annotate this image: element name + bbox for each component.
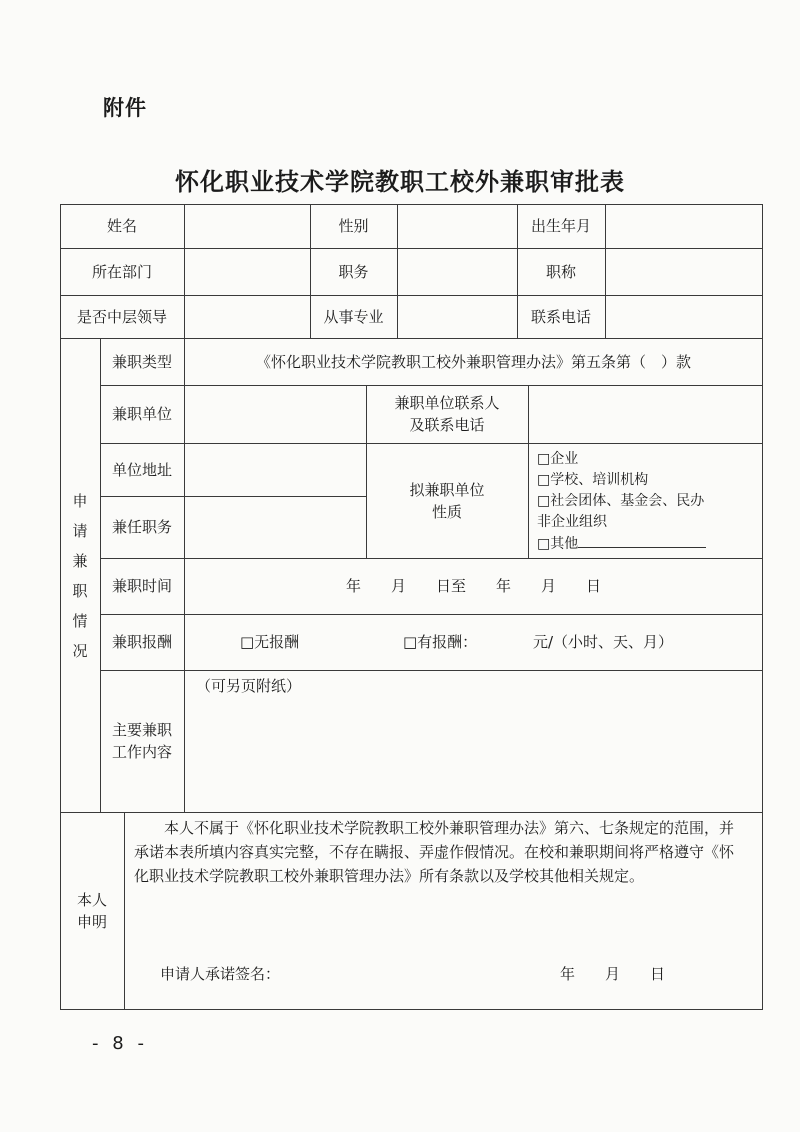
content-note: （可另页附纸） — [196, 677, 302, 695]
position-field[interactable] — [397, 248, 517, 295]
birth-label: 出生年月 — [530, 217, 591, 235]
birth-field[interactable] — [605, 204, 763, 248]
attachment-label: 附件 — [103, 96, 147, 120]
leader-field[interactable] — [184, 295, 310, 338]
nature-option-school[interactable]: □学校、培训机构 — [537, 472, 649, 488]
name-field[interactable] — [184, 204, 310, 248]
row-divider — [60, 812, 763, 813]
approval-form — [60, 204, 763, 1010]
contact-field[interactable] — [528, 385, 763, 443]
time-value[interactable]: 年 月 日至 年 月 日 — [345, 577, 601, 595]
nature-options — [537, 449, 706, 555]
nature-label-line1: 拟兼职单位 — [409, 480, 485, 499]
declaration-label-line1: 本人 — [76, 891, 107, 909]
contact-label — [366, 385, 528, 443]
major-field[interactable] — [397, 295, 517, 338]
phone-label: 联系电话 — [530, 307, 591, 326]
major-label: 从事专业 — [323, 307, 384, 326]
declaration-label — [60, 812, 124, 1010]
role-label: 兼任职务 — [111, 518, 172, 536]
declaration-text: 本人不属于《怀化职业技术学院教职工校外兼职管理办法》第六、七条规定的范围，并承诺本表所填内容真实完整，不存在瞒报、弄虚作假情况。在校和兼职期间将严格遵守《怀化职业技术学院教职工校外兼职管理办法》所有条款以及学校其他相关规定。 — [134, 819, 735, 885]
nature-option-other: □其他 — [537, 536, 579, 552]
title-label: 职称 — [545, 262, 576, 281]
pay-label: 兼职报酬 — [111, 633, 172, 651]
content-label-line1: 主要兼职 — [111, 721, 172, 739]
other-blank[interactable] — [578, 533, 706, 548]
declaration-date[interactable]: 年 月 日 — [560, 965, 666, 983]
nature-option-enterprise[interactable]: □企业 — [537, 451, 579, 467]
type-label: 兼职类型 — [111, 352, 172, 371]
nature-option-social-cont: 非企业组织 — [537, 514, 607, 530]
dept-field[interactable] — [184, 248, 310, 295]
content-label-line2: 工作内容 — [111, 743, 172, 761]
pay-yes-option[interactable]: □有报酬： — [403, 633, 478, 651]
contact-label-line1: 兼职单位联系人 — [394, 394, 500, 412]
application-section-text: 申请兼职情况 — [72, 492, 88, 660]
content-field[interactable] — [184, 698, 763, 812]
unit-field[interactable] — [184, 385, 366, 443]
application-section-label — [60, 486, 100, 666]
declaration-label-line2: 申明 — [76, 913, 107, 931]
page-number: - 8 - — [92, 1033, 148, 1054]
col-divider — [124, 812, 125, 1010]
unit-label: 兼职单位 — [111, 405, 172, 423]
gender-label: 性别 — [338, 217, 369, 235]
nature-option-other-row[interactable] — [537, 533, 706, 555]
row-divider — [100, 670, 763, 671]
leader-label: 是否中层领导 — [76, 307, 167, 326]
signature-field[interactable] — [360, 960, 550, 988]
type-value: 《怀化职业技术学院教职工校外兼职管理办法》第五条第（ ）款 — [255, 352, 691, 371]
content-label — [100, 670, 184, 812]
contact-label-line2: 及联系电话 — [409, 416, 485, 434]
nature-label-line2: 性质 — [431, 502, 462, 521]
role-field[interactable] — [184, 496, 366, 558]
name-label: 姓名 — [106, 217, 137, 235]
position-label: 职务 — [338, 262, 369, 281]
signature-label: 申请人承诺签名： — [160, 965, 281, 983]
nature-label — [366, 443, 528, 558]
title-field[interactable] — [605, 248, 763, 295]
pay-none-option[interactable]: □无报酬 — [240, 633, 300, 651]
time-label: 兼职时间 — [111, 577, 172, 595]
address-field[interactable] — [184, 443, 366, 496]
address-label: 单位地址 — [111, 460, 172, 479]
gender-field[interactable] — [397, 204, 517, 248]
form-title: 怀化职业技术学院教职工校外兼职审批表 — [175, 168, 625, 196]
phone-field[interactable] — [605, 295, 763, 338]
dept-label: 所在部门 — [91, 262, 152, 281]
pay-unit: 元/（小时、天、月） — [533, 633, 674, 651]
nature-option-social[interactable]: □社会团体、基金会、民办 — [537, 493, 705, 509]
